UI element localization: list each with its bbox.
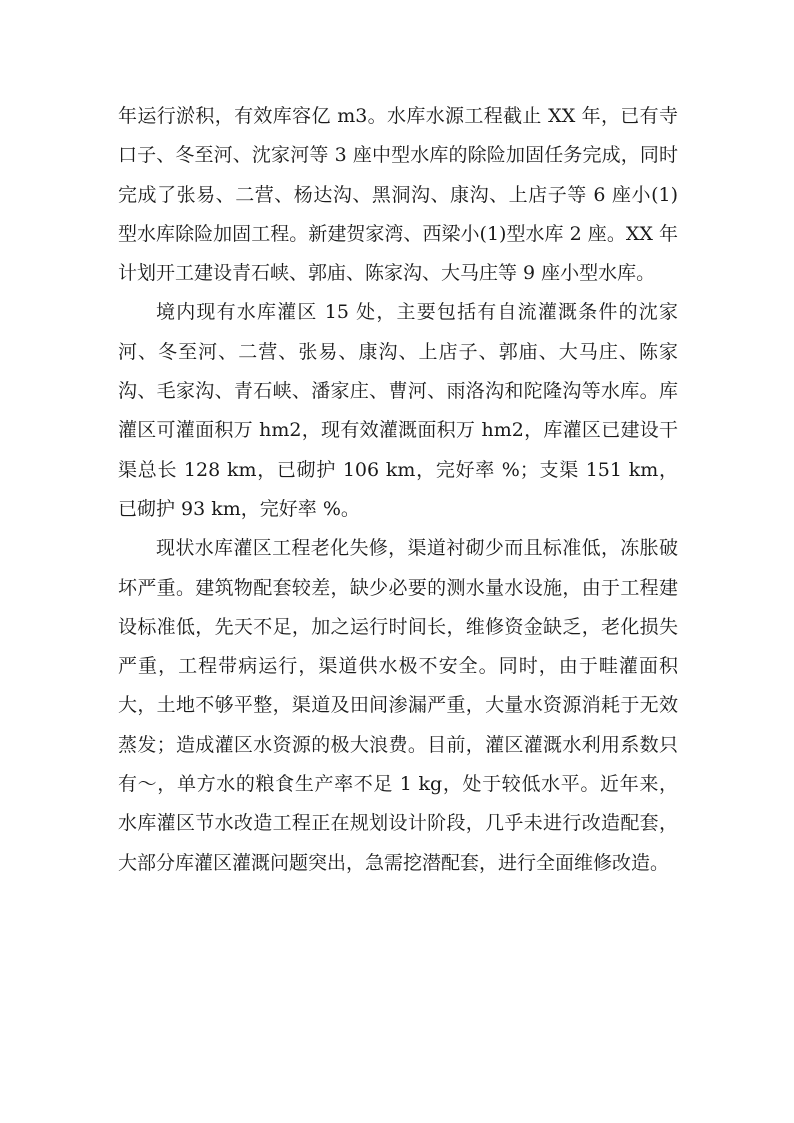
paragraph-reservoir-projects: 年运行淤积，有效库容亿 m3。水库水源工程截止 XX 年，已有寺口子、冬至河、沈家河等 3 座中型水库的除险加固任务完成，同时完成了张易、二营、杨达沟、黑洞沟、康沟、上店子等 6 座小(1)型水库除险加固工程。新建贺家湾、西梁小(1)型水库 2 座。XX 年计划开工建设青石峡、郭庙、陈家沟、大马庄等 9 座小型水库。 <box>118 105 678 285</box>
paragraph-irrigation-districts: 境内现有水库灌区 15 处，主要包括有自流灌溉条件的沈家河、冬至河、二营、张易、康沟、上店子、郭庙、大马庄、陈家沟、毛家沟、青石峡、潘家庄、曹河、雨洛沟和陀隆沟等水库。库灌区可灌面积万 hm2，现有效灌溉面积万 hm2，库灌区已建设干渠总长 128 km，已砌护 106 km，完好率 %；支渠 151 km，已砌护 93 km，完好率 %。 <box>118 301 678 520</box>
paragraph-current-status: 现状水库灌区工程老化失修，渠道衬砌少而且标准低，冻胀破坏严重。建筑物配套较差，缺少必要的测水量水设施，由于工程建设标准低，先天不足，加之运行时间长，维修资金缺乏，老化损失严重，工程带病运行，渠道供水极不安全。同时，由于畦灌面积大，土地不够平整，渠道及田间渗漏严重，大量水资源消耗于无效蒸发；造成灌区水资源的极大浪费。目前，灌区灌溉水利用系数只有～，单方水的粮食生产率不足 1 kg，处于较低水平。近年来，水库灌区节水改造工程正在规划设计阶段，几乎未进行改造配套，大部分库灌区灌溉问题突出，急需挖潜配套，进行全面维修改造。 <box>118 537 678 874</box>
document-body <box>118 97 678 883</box>
